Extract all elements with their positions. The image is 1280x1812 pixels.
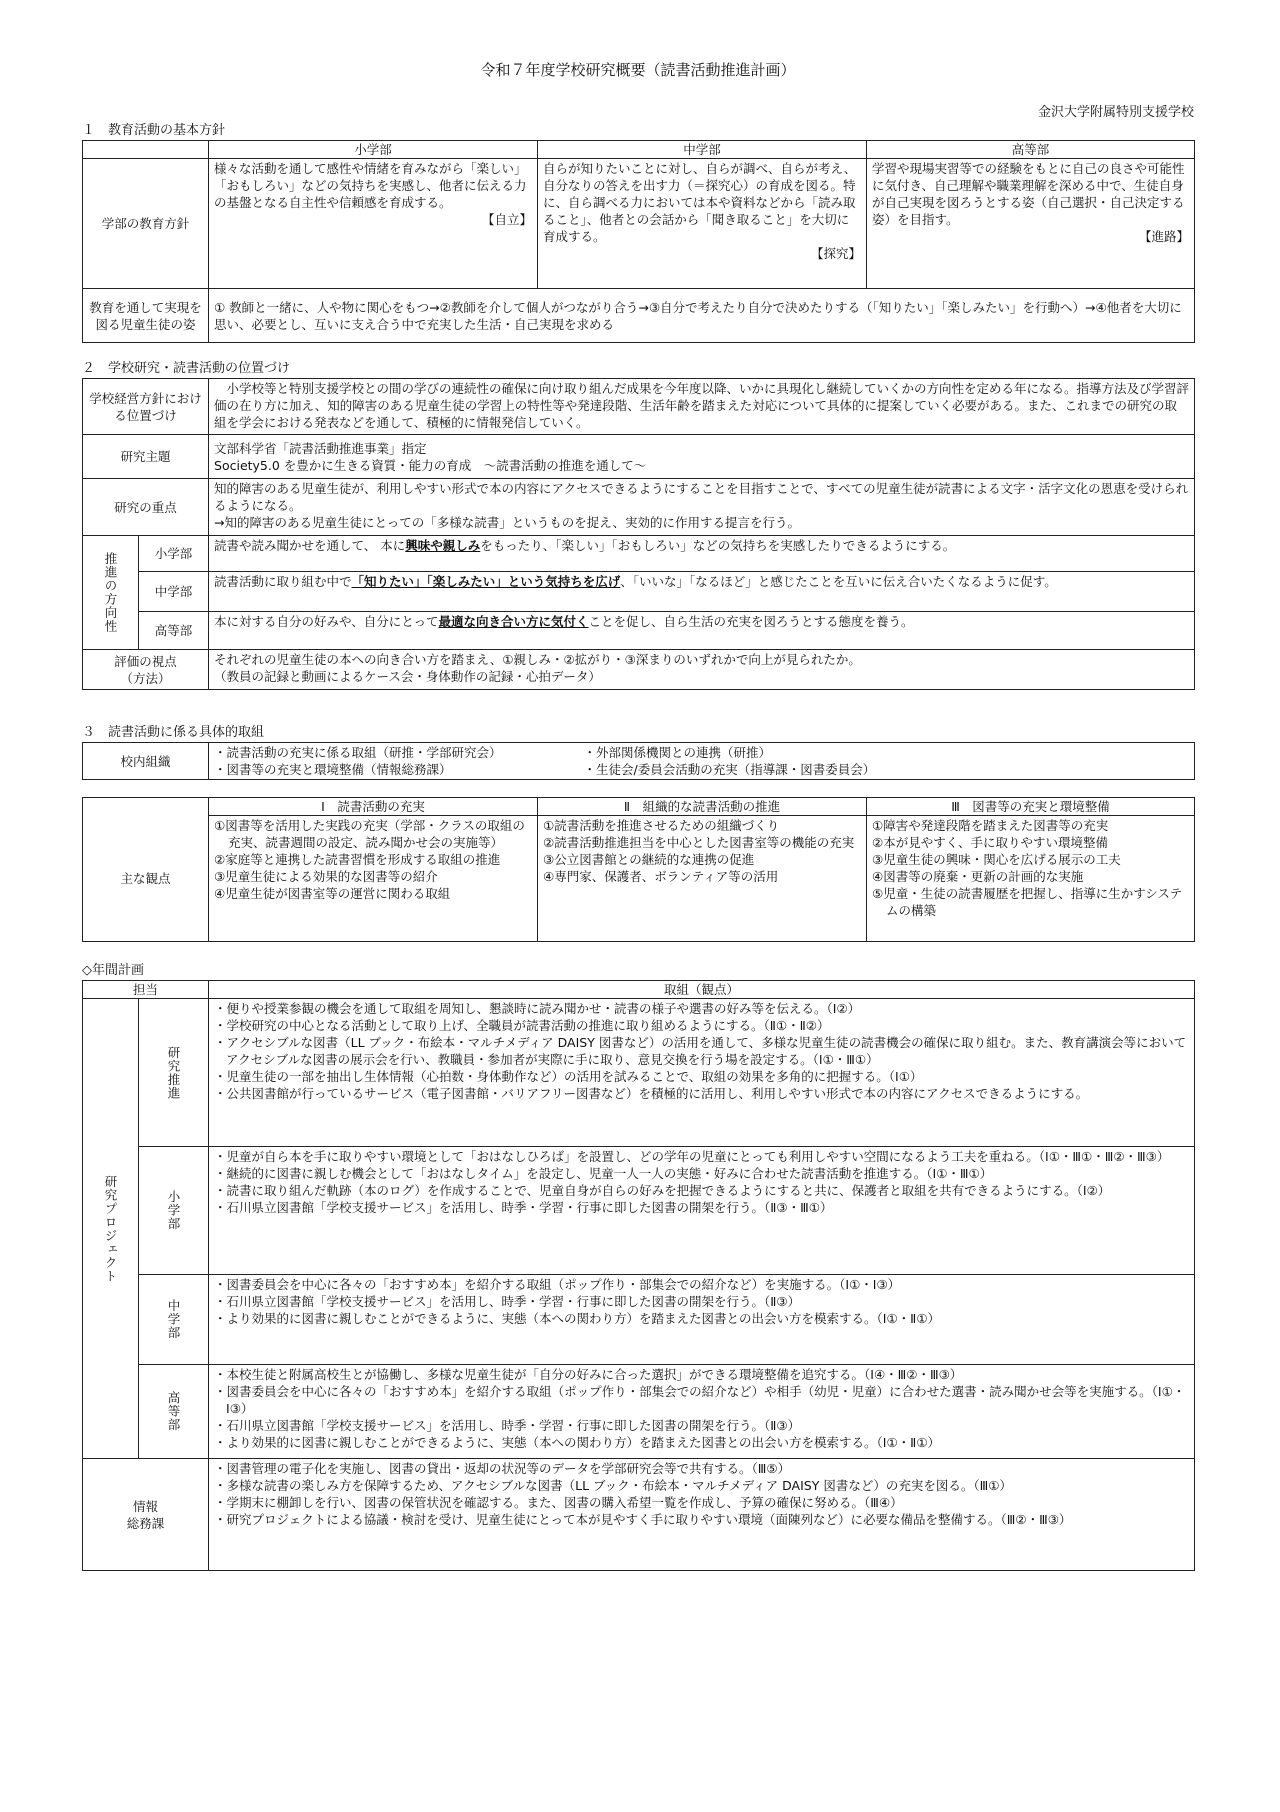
list-item: ・継続的に図書に親しむ機会として「おはなしタイム」を設定し、児童一人一人の実態・好みに合わせた読書活動を推進する。（Ⅰ①・Ⅲ①）: [214, 1166, 993, 1181]
list-item: ・児童が自ら本を手に取りやすい環境として「おはなしひろば」を設置し、どの学年の児童にとっても利用しやすい空間になるよう工夫を重ねる。（Ⅰ①・Ⅲ①・Ⅲ②・Ⅲ③）: [214, 1149, 1170, 1164]
list-item: ②本が見やすく、手に取りやすい環境整備: [872, 835, 1108, 850]
col-header-elementary: 小学部: [209, 141, 538, 159]
policy-tag: 【探究】: [810, 246, 861, 261]
list-item: ・児童生徒の一部を抽出し生体情報（心拍数・身体動作など）の活用を試みることで、取組の効果を多角的に把握する。（Ⅰ①）: [214, 1069, 923, 1084]
list-item: ②読書活動推進担当を中心とした図書室等の機能の充実: [543, 835, 855, 850]
aspect-1-list: [209, 816, 538, 942]
label-dir-senior: 高等部: [139, 612, 209, 650]
label-focus: 研究の重点: [83, 479, 209, 536]
annual-heading: ◇年間計画: [82, 963, 144, 978]
label-dir-elementary: 小学部: [139, 536, 209, 572]
aspect-header-2: Ⅱ 組織的な読書活動の推進: [538, 798, 867, 816]
list-item: ④図書等の廃棄・更新の計画的な実施: [872, 869, 1084, 884]
list-item: ・石川県立図書館「学校支援サービス」を活用し、時季・学習・行事に即した図書の開架を行う。（Ⅱ③）: [214, 1294, 801, 1309]
direction-junior: 読書活動に取り組む中で「知りたい」「楽しみたい」という気持ちを広げ、「いいな」「なるほど」と感じたことを互いに伝え合いたくなるように促す。: [209, 572, 1195, 612]
student-vision: ① 教師と一緒に、人や物に関心をもつ→②教師を介して個人がつながり合う→③自分で考えたり自分で決めたりする（「知りたい」「楽しみたい」を行動へ）→④他者を大切に思い、必要とし、互いに支え合う中で充実した生活・自己実現を求める: [209, 289, 1195, 343]
list-item: ①読書活動を推進させるための組織づくり: [543, 818, 780, 833]
list-item: ③児童生徒による効果的な図書等の紹介: [214, 869, 438, 884]
label-group-research: 研究推進: [139, 999, 209, 1147]
list-item: ③公立図書館との継続的な連携の促進: [543, 852, 755, 867]
policy-tag: 【進路】: [1138, 229, 1189, 244]
aspects-table: [82, 797, 1195, 942]
list-item: ①障害や発達段階を踏まえた図書等の充実: [872, 818, 1109, 833]
label-dir-junior: 中学部: [139, 572, 209, 612]
label-direction: 推進の方向性: [83, 536, 139, 650]
group-elementary-items: [209, 1147, 1195, 1275]
label-group-elementary: 小学部: [139, 1147, 209, 1275]
aspect-header-3: Ⅲ 図書等の充実と環境整備: [867, 798, 1195, 816]
section3-heading: ３ 読書活動に係る具体的取組: [82, 725, 265, 740]
list-item: ・石川県立図書館「学校支援サービス」を活用し、時季・学習・行事に即した図書の開架を行う。（Ⅱ③・Ⅲ①）: [214, 1200, 833, 1215]
list-item: ・多様な読書の楽しみ方を保障するため、アクセシブルな図書（LL ブック・布絵本・マルチメディア DAISY 図書など）の充実を図る。（Ⅲ①）: [214, 1478, 1012, 1493]
org-items-left: ・読書活動の充実に係る取組（研推・学部研究会） ・図書等の充実と環境整備（情報総務課）: [209, 743, 579, 780]
list-item: ・アクセシブルな図書（LL ブック・布絵本・マルチメディア DAISY 図書など）の活用を通して、多様な児童生徒の読書機会の確保に取り組む。また、教育講演会等においてアクセシブルな図書の展示会を行い、教職員・参加者が実際に手に取り、意見交換を行う場を設定する。（Ⅰ①・Ⅲ①）: [214, 1035, 1187, 1067]
list-item: ・読書に取り組んだ軌跡（本のログ）を作成することで、児童自身が自らの好みを把握できるようにすると共に、保護者と取組を共有できるようにする。（Ⅰ②）: [214, 1183, 1111, 1198]
label-research-project: 研究プロジェクト: [83, 999, 139, 1459]
list-item: ④児童生徒が図書室等の運営に関わる取組: [214, 886, 451, 901]
research-theme: 文部科学省「読書活動推進事業」指定 Society5.0 を豊かに生きる資質・能力の育成 ～読書活動の推進を通して～: [209, 435, 1195, 479]
group-junior-items: [209, 1275, 1195, 1365]
list-item: ・図書委員会を中心に各々の「おすすめ本」を紹介する取組（ポップ作り・部集会での紹介など）を実施する。（Ⅰ①・Ⅰ③）: [214, 1277, 901, 1292]
aspect-2-list: [538, 816, 867, 942]
aspect-header-1: Ⅰ 読書活動の充実: [209, 798, 538, 816]
col-header-senior: 高等部: [867, 141, 1195, 159]
list-item: ・本校生徒と附属高校生とが協働し、多様な児童生徒が「自分の好みに合った選択」ができる環境整備を追究する。（Ⅰ④・Ⅲ②・Ⅲ③）: [214, 1367, 963, 1382]
list-item: ・研究プロジェクトによる協議・検討を受け、児童生徒にとって本が見やすく手に取りやすい環境（面陳列など）に必要な備品を整備する。（Ⅲ②・Ⅲ③）: [214, 1512, 1072, 1527]
direction-senior: 本に対する自分の好みや、自分にとって最適な向き合い方に気付くことを促し、自ら生活の充実を図ろうとする態度を養う。: [209, 612, 1195, 650]
col-header-owner: 担当: [83, 981, 209, 999]
position-text: 小学校等と特別支援学校との間の学びの連続性の確保に向け取り組んだ成果を今年度以降、いかに具現化し継続していくかの方向性を定める年になる。指導方法及び学習評価の在り方に加え、知的障害のある児童生徒の学習上の特性等や発達段階、生活年齢を踏まえた対応について具体的に提案していく必要がある。また、これまでの研究の取組を学会における発表などを通して、積極的に情報発信していく。: [209, 379, 1195, 435]
list-item: ・学期末に棚卸しを行い、図書の保管状況を確認する。また、図書の購入希望一覧を作成し、予算の確保に努める。（Ⅲ④）: [214, 1495, 903, 1510]
label-org: 校内組織: [83, 743, 209, 780]
label-theme: 研究主題: [83, 435, 209, 479]
policy-junior: 自らが知りたいことに対し、自らが調べ、自らが考え、自分なりの答えを出す力（＝探究心）の育成を図る。特に、自ら調べる力においては本や資料などから「読み取ること」、他者との会話から「聞き取ること」を大切に育成する。 【探究】: [538, 159, 867, 289]
org-items-right: ・外部関係機関との連携（研推） ・生徒会/委員会活動の充実（指導課・図書委員会）: [579, 743, 1195, 780]
list-item: ③児童生徒の興味・関心を広げる展示の工夫: [872, 852, 1121, 867]
list-item: ①図書等を活用した実践の充実（学部・クラスの取組の充実、読書週間の設定、読み聞かせ会の実施等）: [214, 818, 525, 850]
section1-heading: １ 教育活動の基本方針: [82, 123, 226, 138]
research-focus: 知的障害のある児童生徒が、利用しやすい形式で本の内容にアクセスできるようにすることを目指すことで、すべての児童生徒が読書による文字・活字文化の恩恵を受けられるようになる。 →知的障害のある児童生徒にとっての「多様な読書」というものを捉え、実効的に作用する提言を行う。: [209, 479, 1195, 536]
list-item: ④専門家、保護者、ボランティア等の活用: [543, 869, 779, 884]
policy-tag: 【自立】: [481, 212, 532, 227]
list-item: ②家庭等と連携した読書習慣を形成する取組の推進: [214, 852, 501, 867]
list-item: ・より効果的に図書に親しむことができるように、実態（本への関わり方）を踏まえた図書との出会い方を模索する。（Ⅰ①・Ⅱ①）: [214, 1435, 941, 1450]
direction-elementary: 読書や読み聞かせを通して、 本に興味や親しみをもったり、「楽しい」「おもしろい」などの気持ちを実感したりできるようにする。: [209, 536, 1195, 572]
list-item: ・公共図書館が行っているサービス（電子図書館・バリアフリー図書など）を積極的に活用し、利用しやすい形式で本の内容にアクセスできるようにする。: [214, 1086, 1089, 1101]
evaluation-text: それぞれの児童生徒の本への向き合い方を踏まえ、①親しみ・②拡がり・③深まりのいずれかで向上が見られたか。 （教員の記録と動画によるケース会・身体動作の記録・心拍データ）: [209, 650, 1195, 690]
section2-heading: ２ 学校研究・読書活動の位置づけ: [82, 361, 291, 376]
label-group-senior: 高等部: [139, 1365, 209, 1459]
label-aspects: 主な観点: [83, 816, 209, 942]
policy-table: [82, 140, 1195, 343]
list-item: ・より効果的に図書に親しむことができるように、実態（本への関わり方）を踏まえた図書との出会い方を模索する。（Ⅰ①・Ⅱ①）: [214, 1311, 941, 1326]
label-position: 学校経営方針における位置づけ: [83, 379, 209, 435]
org-table: [82, 742, 1195, 780]
list-item: ・学校研究の中心となる活動として取り上げ、全職員が読書活動の推進に取り組めるようにする。（Ⅱ①・Ⅱ②）: [214, 1018, 830, 1033]
info-section-items: [209, 1459, 1195, 1571]
label-group-junior: 中学部: [139, 1275, 209, 1365]
row-label-student-vision: 教育を通して実現を図る児童生徒の姿: [83, 289, 209, 343]
aspect-3-list: [867, 816, 1195, 942]
research-table: [82, 378, 1195, 690]
annual-plan-table: [82, 980, 1195, 1571]
col-header-action: 取組（観点）: [209, 981, 1195, 999]
school-name: 金沢大学附属特別支援学校: [1037, 105, 1194, 120]
list-item: ・図書管理の電子化を実施し、図書の貸出・返却の状況等のデータを学部研究会等で共有する。（Ⅲ⑤）: [214, 1461, 791, 1476]
row-label-policy: 学部の教育方針: [83, 159, 209, 289]
group-research-items: [209, 999, 1195, 1147]
list-item: ⑤児童・生徒の読書履歴を把握し、指導に生かすシステムの構築: [872, 886, 1183, 918]
policy-senior: 学習や現場実習等での経験をもとに自己の良さや可能性に気付き、自己理解や職業理解を深める中で、生徒自身が自己実現を図ろうとする姿（自己選択・自己決定する姿）を目指す。 【進路】: [867, 159, 1195, 289]
group-senior-items: [209, 1365, 1195, 1459]
list-item: ・図書委員会を中心に各々の「おすすめ本」を紹介する取組（ポップ作り・部集会での紹介など）や相手（幼児・児童）に合わせた選書・読み聞かせ会等を実施する。（Ⅰ①・Ⅰ③）: [214, 1384, 1186, 1416]
col-header-junior: 中学部: [538, 141, 867, 159]
list-item: ・石川県立図書館「学校支援サービス」を活用し、時季・学習・行事に即した図書の開架を行う。（Ⅱ③）: [214, 1418, 801, 1433]
policy-elementary: 様々な活動を通して感性や情緒を育みながら「楽しい」「おもしろい」などの気持ちを実感し、他者に伝える力の基盤となる自主性や信頼感を育成する。 【自立】: [209, 159, 538, 289]
label-evaluation: 評価の視点 （方法）: [83, 650, 209, 690]
document-title: 令和７年度学校研究概要（読書活動推進計画）: [480, 61, 796, 79]
list-item: ・便りや授業参観の機会を通して取組を周知し、懇談時に読み聞かせ・読書の様子や選書の好み等を伝える。（Ⅰ②）: [214, 1001, 861, 1016]
label-info-section: 情報 総務課: [83, 1459, 209, 1571]
